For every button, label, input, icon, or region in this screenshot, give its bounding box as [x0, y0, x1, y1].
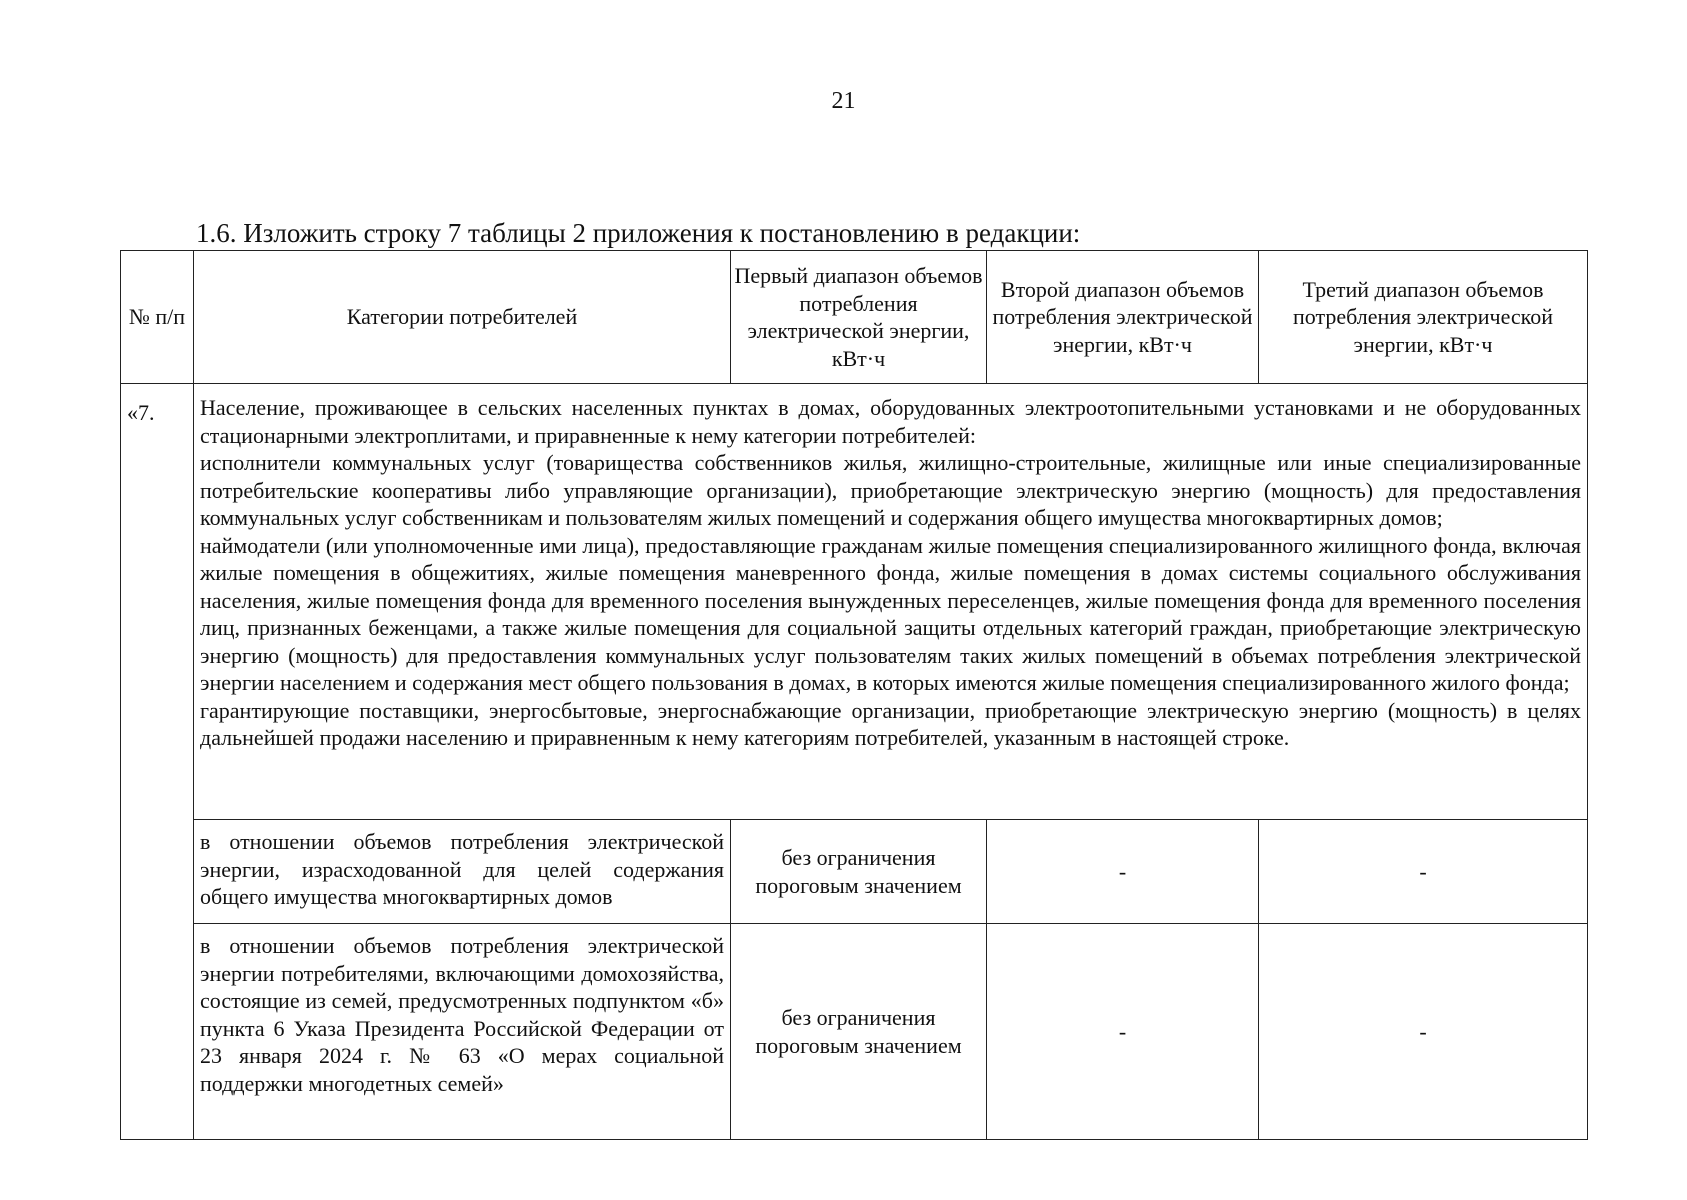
header-num: № п/п	[121, 251, 194, 384]
table-row	[121, 924, 1588, 1140]
header-range-2: Второй диапазон объемов потребления электрической энергии, кВт·ч	[987, 251, 1259, 384]
subrow-category: в отношении объемов потребления электрической энергии потребителями, включающими домохозяйства, состоящие из семей, предусмотренных подпунктом «б» пункта 6 Указа Президента Российской Федерации от 23 января 2024 г. № 63 «О мерах социальной поддержки многодетных семей»	[194, 924, 731, 1140]
row-7-number: «7.	[121, 384, 194, 1140]
intro-text: 1.6. Изложить строку 7 таблицы 2 приложения к постановлению в редакции:	[196, 218, 1081, 248]
row-7	[121, 384, 1588, 820]
subrow-range-2: -	[987, 924, 1259, 1140]
subrow-range-3: -	[1259, 924, 1588, 1140]
subrow-category: в отношении объемов потребления электрической энергии, израсходованной для целей содержания общего имущества многоквартирных домов	[194, 820, 731, 924]
header-category: Категории потребителей	[194, 251, 731, 384]
row-7-paragraph: исполнители коммунальных услуг (товарищества собственников жилья, жилищно-строительные, жилищные или иные специализированные потребительские кооперативы либо управляющие организации), приобретающие электрическую энергию (мощность) для предоставления коммунальных услуг собственникам и пользователям жилых помещений и содержания общего имущества многоквартирных домов;	[200, 450, 1581, 530]
subrow-range-1: без ограничения пороговым значением	[731, 924, 987, 1140]
subrow-range-3: -	[1259, 820, 1588, 924]
row-7-paragraph: Население, проживающее в сельских населенных пунктах в домах, оборудованных электроотопительными установками и не оборудованных стационарными электроплитами, и приравненные к нему категории потребителей:	[200, 395, 1581, 448]
table-row	[121, 820, 1588, 924]
row-7-paragraph: гарантирующие поставщики, энергосбытовые, энергоснабжающие организации, приобретающие электрическую энергию (мощность) в целях дальнейшей продажи населению и приравненным к нему категориям потребителей, указанным в настоящей строке.	[200, 697, 1581, 750]
row-7-paragraph: наймодатели (или уполномоченные ими лица), предоставляющие гражданам жилые помещения специализированного жилищного фонда, включая жилые помещения в общежитиях, жилые помещения маневренного фонда, жилые помещения в домах системы социального обслуживания населения, жилые помещения фонда для временного поселения вынужденных переселенцев, жилые помещения фонда для временного поселения лиц, признанных беженцами, а также жилые помещения для социальной защиты отдельных категорий граждан, приобретающие электрическую энергию (мощность) для предоставления коммунальных услуг пользователям таких жилых помещений в объемах потребления электрической энергии населением и содержания мест общего пользования в домах, в которых имеются жилые помещения специализированного жилого фонда;	[200, 532, 1581, 695]
page-number: 21	[831, 88, 856, 114]
header-range-1: Первый диапазон объемов потребления электрической энергии, кВт·ч	[731, 251, 987, 384]
header-range-3: Третий диапазон объемов потребления электрической энергии, кВт·ч	[1259, 251, 1588, 384]
row-7-description	[194, 384, 1588, 820]
header-row	[121, 251, 1588, 384]
subrow-range-2: -	[987, 820, 1259, 924]
tariff-table	[120, 250, 1588, 1140]
subrow-range-1: без ограничения пороговым значением	[731, 820, 987, 924]
